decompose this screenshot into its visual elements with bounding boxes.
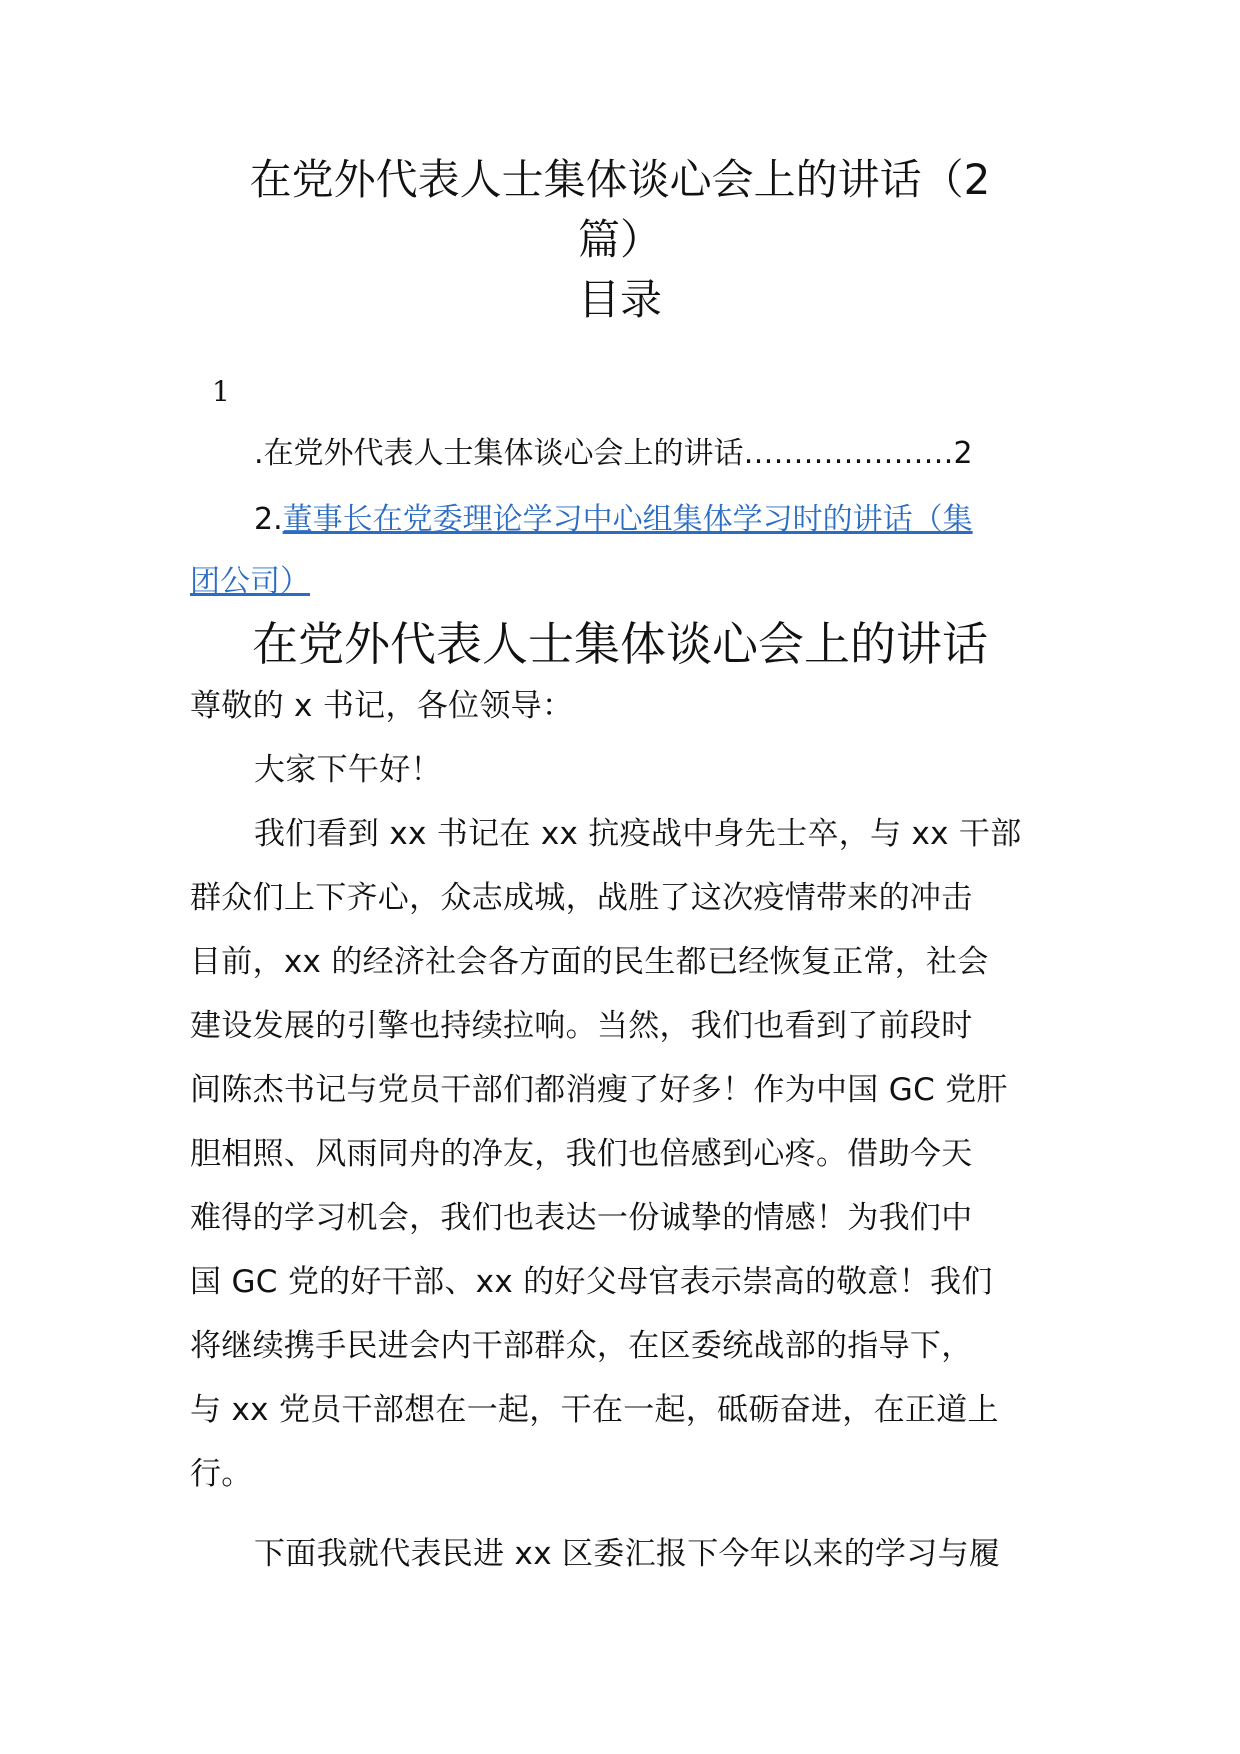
paragraph-1-line: 建设发展的引擎也持续拉响。当然，我们也看到了前段时 (190, 1008, 973, 1044)
toc-item-2-link-continuation[interactable]: 团公司） (190, 564, 310, 599)
paragraph-1-line: 将继续携手民进会内干部群众，在区委统战部的指导下， (190, 1328, 973, 1364)
paragraph-2-line: 下面我就代表民进 xx 区委汇报下今年以来的学习与履 (254, 1536, 1001, 1572)
toc-item-2-prefix: 2. (254, 502, 283, 537)
document-title-line-1: 在党外代表人士集体谈心会上的讲话（2 (249, 155, 991, 204)
toc-number: 1 (212, 375, 230, 408)
greeting: 大家下午好！ (254, 752, 442, 788)
paragraph-1-line: 与 xx 党员干部想在一起，干在一起，砥砺奋进，在正道上 (190, 1392, 999, 1428)
toc-item-1[interactable]: .在党外代表人士集体谈心会上的讲话…………………2 (254, 436, 973, 471)
paragraph-1-line: 国 GC 党的好干部、xx 的好父母官表示崇高的敬意！我们 (190, 1264, 993, 1300)
toc-item-2-continuation[interactable] (190, 552, 310, 612)
paragraph-1-line: 我们看到 xx 书记在 xx 抗疫战中身先士卒，与 xx 干部 (254, 816, 1022, 852)
toc-heading: 目录 (577, 275, 662, 324)
paragraph-1-line: 目前，xx 的经济社会各方面的民生都已经恢复正常，社会 (190, 944, 989, 980)
toc-item-2[interactable] (254, 490, 973, 550)
toc-item-2-link[interactable]: 董事长在党委理论学习中心组集体学习时的讲话（集 (282, 502, 973, 537)
paragraph-1-line: 行。 (190, 1456, 253, 1492)
paragraph-1-line: 难得的学习机会，我们也表达一份诚挚的情感！为我们中 (190, 1200, 973, 1236)
salutation: 尊敬的 x 书记，各位领导： (190, 688, 574, 724)
section-heading: 在党外代表人士集体谈心会上的讲话 (252, 617, 988, 671)
paragraph-1-line: 间陈杰书记与党员干部们都消瘦了好多！作为中国 GC 党肝 (190, 1072, 1008, 1108)
paragraph-1-line: 群众们上下齐心，众志成城，战胜了这次疫情带来的冲击 (190, 880, 973, 916)
document-title-line-2: 篇） (577, 215, 662, 264)
paragraph-1-line: 胆相照、风雨同舟的净友，我们也倍感到心疼。借助今天 (190, 1136, 973, 1172)
